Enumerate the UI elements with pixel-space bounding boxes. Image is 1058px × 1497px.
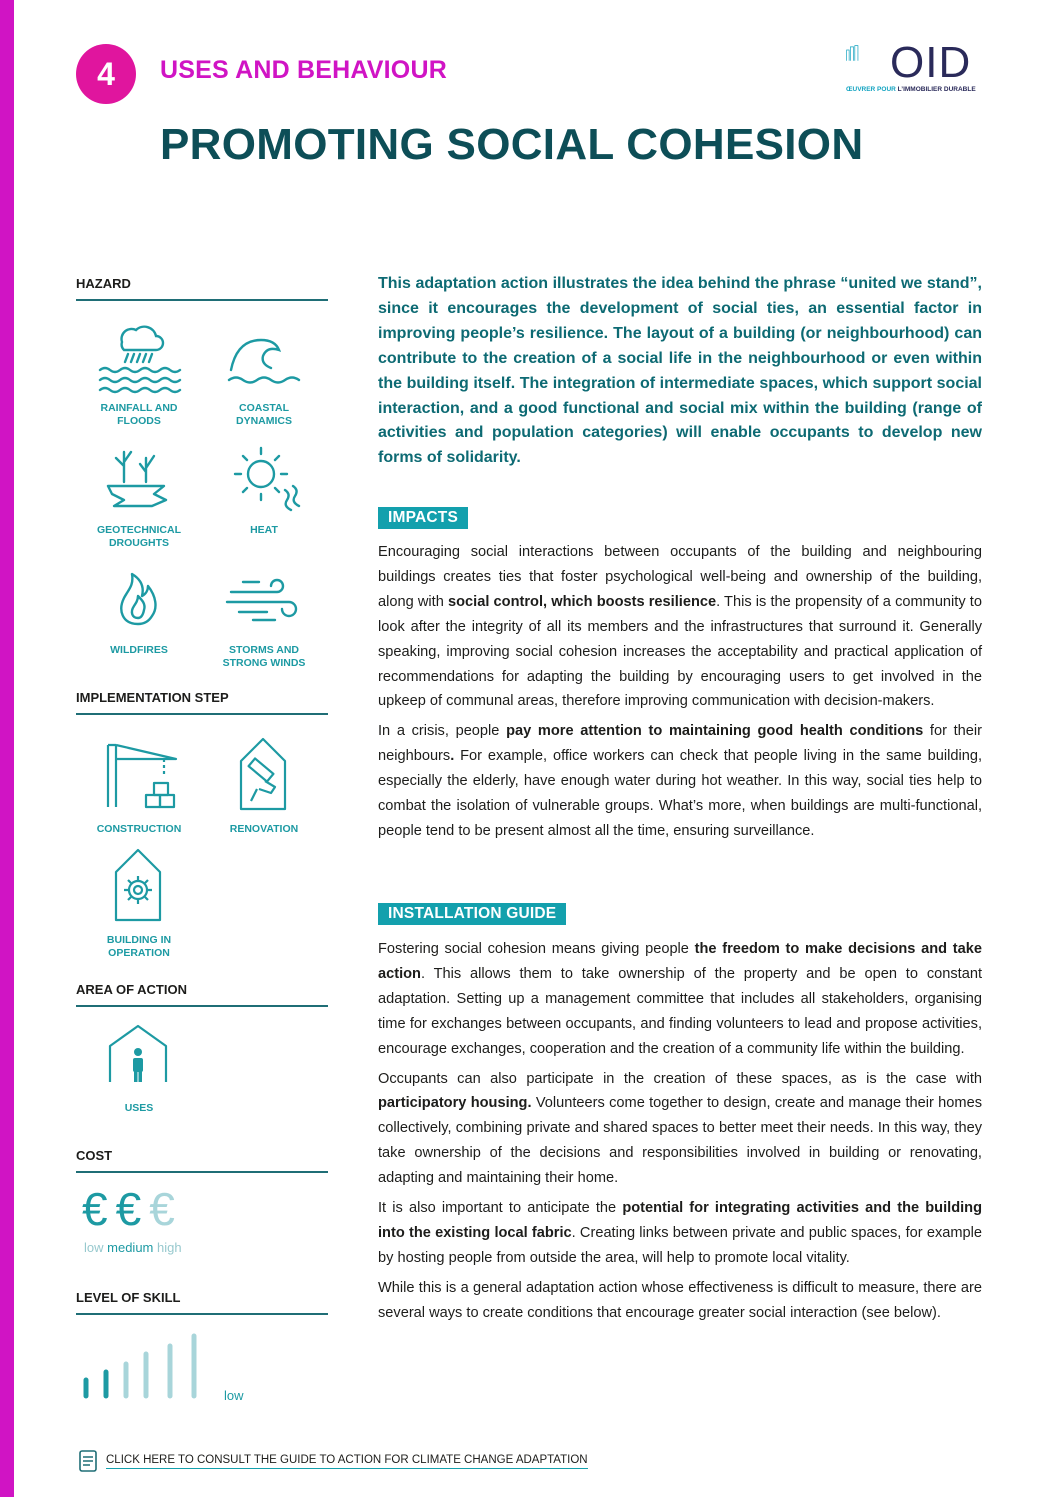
page-title: PROMOTING SOCIAL COHESION bbox=[160, 120, 864, 169]
logo-text: OID bbox=[890, 38, 972, 87]
hazard-label: WILDFIRES bbox=[110, 644, 168, 656]
guide-link[interactable] bbox=[78, 1449, 588, 1473]
impacts-body bbox=[378, 540, 982, 849]
flame-icon bbox=[94, 562, 184, 638]
hazard-label: STORMS AND STRONG WINDS bbox=[222, 644, 306, 669]
cost-labels bbox=[84, 1240, 182, 1255]
hazard-label: RAINFALL AND FLOODS bbox=[100, 402, 178, 427]
installation-body bbox=[378, 937, 982, 1331]
cracked-ground-icon bbox=[94, 442, 184, 518]
gear-house-icon bbox=[94, 846, 184, 928]
impacts-heading: IMPACTS bbox=[378, 507, 468, 529]
skill-bars bbox=[78, 1326, 218, 1406]
installation-heading: INSTALLATION GUIDE bbox=[378, 903, 566, 925]
impacts-paragraph: Encouraging social interactions between occupants of the building and neighbouring buildings creates ties that foster psychological well-being and ownership of the building, along with social control, which boosts resilience. This is the propensity of a community to look after the integrity of all its members and the infrastructures that surround it. Generally speaking, improving social cohesion increases the acceptability and practical application of recommendations for adapting the building by encouraging users to get involved in the upkeep of communal areas, therefore improving communication with decision-makers. bbox=[378, 544, 982, 710]
euro-icon: € bbox=[115, 1183, 142, 1235]
installation-paragraph: While this is a general adaptation action whose effectiveness is difficult to measure, there are several ways to create conditions that encourage greater social interaction (see below). bbox=[378, 1279, 982, 1321]
hazard-rainfall bbox=[74, 320, 204, 428]
implementation-renovation bbox=[199, 735, 329, 836]
implementation-operation bbox=[74, 846, 204, 960]
wave-icon bbox=[219, 320, 309, 396]
implementation-label: CONSTRUCTION bbox=[96, 823, 182, 835]
hazard-heading: HAZARD bbox=[76, 276, 328, 301]
area-heading: AREA OF ACTION bbox=[76, 982, 328, 1007]
implementation-label: RENOVATION bbox=[229, 823, 299, 835]
euro-icon: € bbox=[149, 1183, 175, 1235]
section-label: USES AND BEHAVIOUR bbox=[160, 56, 447, 84]
section-number-badge: 4 bbox=[76, 44, 136, 104]
hazard-label: GEOTECHNICAL DROUGHTS bbox=[97, 524, 181, 549]
person-house-icon bbox=[94, 1022, 184, 1088]
guide-link-text[interactable]: CLICK HERE TO CONSULT THE GUIDE TO ACTION FOR CLIMATE CHANGE ADAPTATION bbox=[106, 1454, 588, 1469]
hazard-wildfires bbox=[74, 562, 204, 657]
sun-icon bbox=[219, 442, 309, 518]
installation-paragraph: It is also important to anticipate the potential for integrating activities and the building into the existing local fabric. Creating links between private and public spaces, for example by hosting people from outside the area, will help to promote local vitality. bbox=[378, 1200, 982, 1266]
cost-label-high: high bbox=[157, 1240, 182, 1255]
implementation-label: BUILDING IN OPERATION bbox=[106, 934, 172, 959]
implementation-heading: IMPLEMENTATION STEP bbox=[76, 690, 328, 715]
document-icon bbox=[78, 1449, 98, 1473]
hazard-heat bbox=[199, 442, 329, 537]
intro-paragraph: This adaptation action illustrates the idea behind the phrase “united we stand”, since it encourages the development of social ties, an essential factor in improving people’s resilience. The layout of a building (or neighbourhood) can contribute to the creation of a social life in the neighbourhood or even within the building itself. The integration of intermediate spaces, which support social interaction, and a good functional and social mix within the building (range of activities and population categories) will enable occupants to develop new forms of solidarity. bbox=[378, 275, 982, 467]
hazard-storms bbox=[199, 562, 329, 670]
installation-paragraph: Fostering social cohesion means giving people the freedom to make decisions and take action. This allows them to take ownership of the property and be open to constant adaptation. Setting up a management committee that includes all stakeholders, organising time for exchanges between occupants, and finding volunteers to lead and propose activities, encourage exchanges, cooperation and the creation of a community life within the building. bbox=[378, 941, 982, 1057]
cost-label-low: low bbox=[84, 1240, 104, 1255]
impacts-paragraph: In a crisis, people pay more attention to maintaining good health conditions for their neighbours. For example, office workers can check that people living in the same building, especially the elderly, have enough water during hot weather. In this way, social ties help to combat the isolation of vulnerable groups. What’s more, when buildings are multi-functional, people tend to be present almost all the time, ensuring surveillance. bbox=[378, 723, 983, 839]
area-uses bbox=[74, 1022, 204, 1115]
cost-label-medium: medium bbox=[107, 1240, 154, 1255]
hazard-label: HEAT bbox=[250, 524, 278, 536]
area-label: USES bbox=[124, 1102, 154, 1114]
rain-flood-icon bbox=[94, 320, 184, 396]
hazard-geotechnical bbox=[74, 442, 204, 550]
installation-paragraph: Occupants can also participate in the creation of these spaces, as is the case with participatory housing. Volunteers come together to design, create and manage their homes collectively, combining private and shared spaces to better meet their needs. In this way, they take ownership of the decisions and responsibilities involved in building or renovating, adapting and maintaining their home. bbox=[378, 1070, 982, 1187]
logo-tagline: ŒUVRER POUR L’IMMOBILIER DURABLE bbox=[846, 86, 976, 93]
wind-icon bbox=[219, 562, 309, 638]
paint-roller-house-icon bbox=[219, 735, 309, 817]
oid-logo-icon bbox=[846, 30, 890, 82]
cost-symbols bbox=[82, 1182, 183, 1236]
hazard-coastal bbox=[199, 320, 329, 428]
cost-heading: COST bbox=[76, 1148, 328, 1173]
euro-icon: € bbox=[82, 1183, 108, 1235]
skill-heading: LEVEL OF SKILL bbox=[76, 1290, 328, 1315]
crane-icon bbox=[94, 735, 184, 817]
magenta-side-bar bbox=[0, 0, 14, 1497]
skill-level-label: low bbox=[224, 1388, 244, 1403]
hazard-label: COASTAL DYNAMICS bbox=[235, 402, 292, 427]
implementation-construction bbox=[74, 735, 204, 836]
